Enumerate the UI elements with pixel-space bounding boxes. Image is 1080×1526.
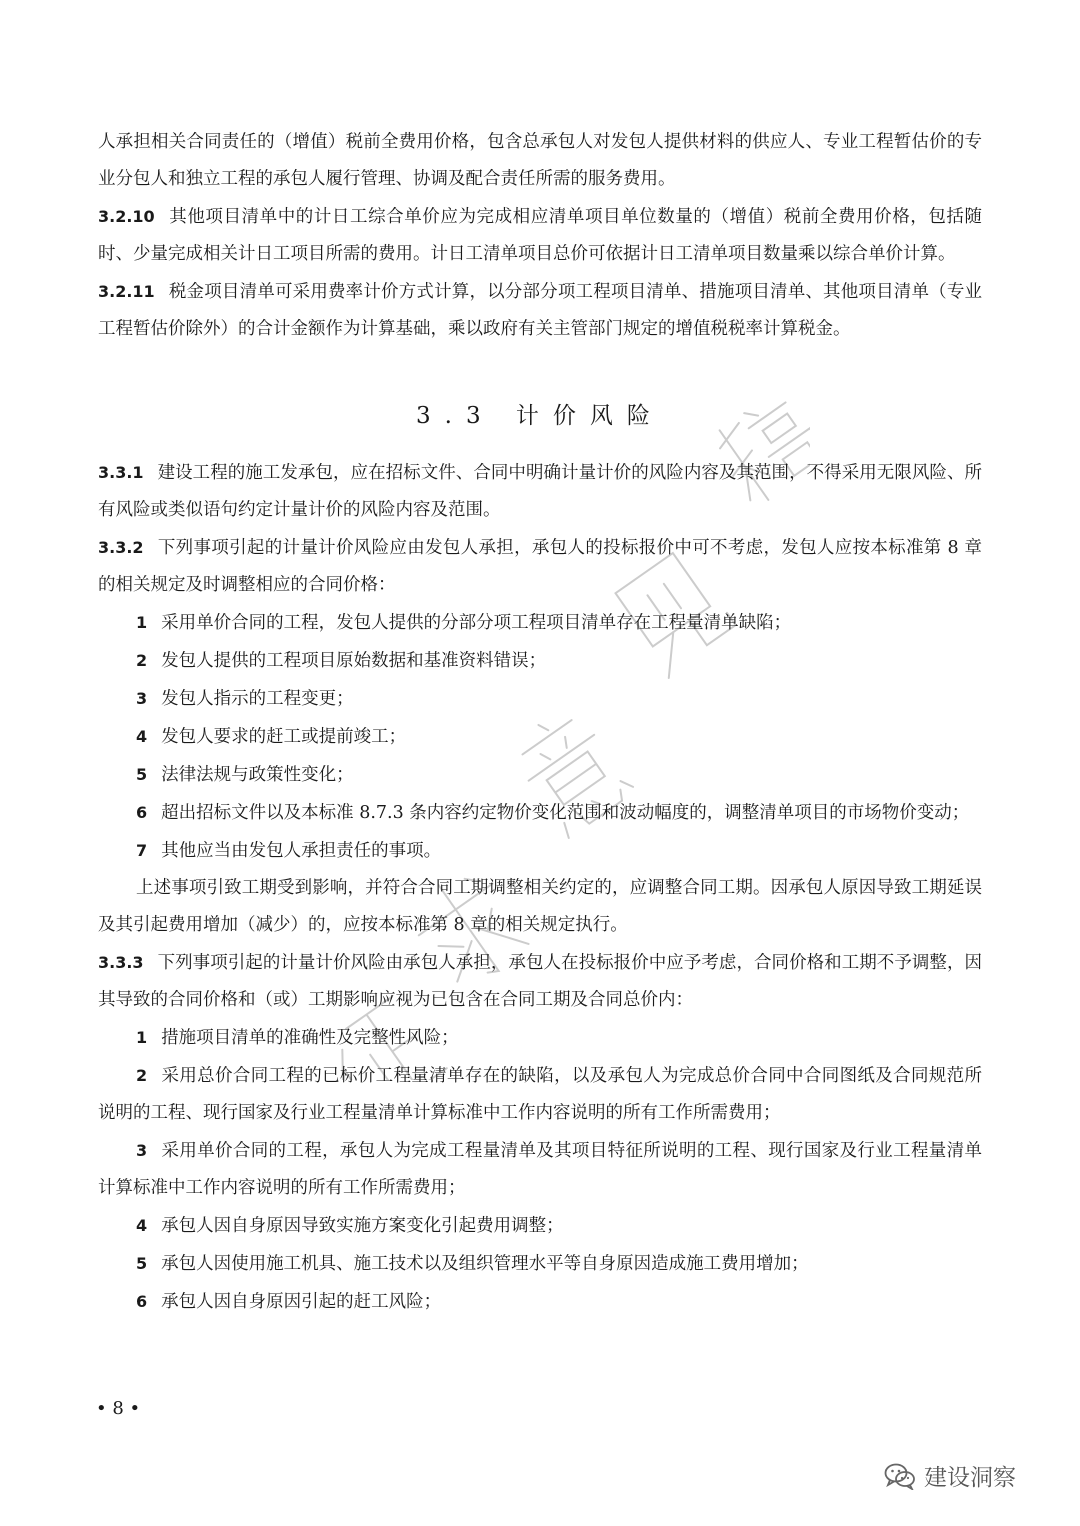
item-number: 4: [136, 727, 148, 746]
item-number: 7: [136, 841, 148, 860]
clause-text: 下列事项引起的计量计价风险由承包人承担，承包人在投标报价中应予考虑，合同价格和工期不予调整，因其导致的合同价格和（或）工期影响应视为已包含在合同工期及合同总价内：: [98, 953, 982, 1010]
list-item: [98, 718, 982, 756]
clause-3-3-1: [98, 454, 982, 529]
item-number: 5: [136, 1254, 148, 1273]
item-number: 5: [136, 765, 148, 784]
item-text: 发包人要求的赶工或提前竣工；: [161, 727, 407, 747]
list-item: [98, 1245, 982, 1283]
item-text: 采用总价合同工程的已标价工程量清单存在的缺陷，以及承包人为完成总价合同中合同图纸及合同规范所说明的工程、现行国家及行业工程量清单计算标准中工作内容说明的所有工作所需费用；: [98, 1066, 982, 1123]
list-item: [98, 756, 982, 794]
wechat-icon: [884, 1462, 916, 1490]
list-item: [98, 604, 982, 642]
item-text: 承包人因使用施工机具、施工技术以及组织管理水平等自身原因造成施工费用增加；: [161, 1254, 809, 1274]
clause-text: 税金项目清单可采用费率计价方式计算，以分部分项工程项目清单、措施项目清单、其他项目清单（专业工程暂估价除外）的合计金额作为计算基础，乘以政府有关主管部门规定的增值税税率计算税金。: [98, 282, 982, 339]
list-item: [98, 1019, 982, 1057]
clause-3-2-11: [98, 273, 982, 348]
item-number: 1: [136, 613, 148, 632]
paragraph-continued: 人承担相关合同责任的（增值）税前全费用价格，包含总承包人对发包人提供材料的供应人、专业工程暂估价的专业分包人和独立工程的承包人履行管理、协调及配合责任所需的服务费用。: [98, 132, 982, 189]
list-item: [98, 1207, 982, 1245]
item-number: 2: [136, 1066, 148, 1085]
item-number: 1: [136, 1028, 148, 1047]
item-text: 措施项目清单的准确性及完整性风险；: [161, 1028, 459, 1048]
item-text: 采用单价合同的工程，发包人提供的分部分项工程项目清单存在工程量清单缺陷；: [161, 613, 792, 633]
clause-text: 下列事项引起的计量计价风险应由发包人承担，承包人的投标报价中可不考虑，发包人应按本标准第 8 章的相关规定及时调整相应的合同价格：: [98, 538, 982, 595]
item-number: 3: [136, 689, 148, 708]
item-number: 6: [136, 803, 148, 822]
item-text: 采用单价合同的工程，承包人为完成工程量清单及其项目特征所说明的工程、现行国家及行业工程量清单计算标准中工作内容说明的所有工作所需费用；: [98, 1141, 982, 1198]
list-item: [98, 794, 982, 832]
section-title: 3.3 计价风险: [416, 403, 664, 429]
list-item: [98, 1132, 982, 1207]
item-number: 4: [136, 1216, 148, 1235]
page-number: • 8 •: [96, 1398, 141, 1419]
item-number: 2: [136, 651, 148, 670]
item-text: 发包人提供的工程项目原始数据和基准资料错误；: [161, 651, 547, 671]
list-item: [98, 832, 982, 870]
item-text: 承包人因自身原因导致实施方案变化引起费用调整；: [161, 1216, 564, 1236]
brand-watermark: [884, 1459, 1016, 1492]
item-text: 超出招标文件以及本标准 8.7.3 条内容约定物价变化范围和波动幅度的，调整清单项目的市场物价变动；: [161, 803, 970, 823]
item-text: 法律法规与政策性变化；: [161, 765, 354, 785]
item-number: 3: [136, 1141, 148, 1160]
list-item: [98, 642, 982, 680]
brand-name: 建设洞察: [924, 1465, 1016, 1491]
clause-number: 3.2.10: [98, 207, 155, 226]
document-body: [98, 124, 982, 1321]
item-text: 承包人因自身原因引起的赶工风险；: [161, 1292, 442, 1312]
clause-3-3-2: [98, 529, 982, 604]
list-item: [98, 680, 982, 718]
clause-number: 3.3.1: [98, 463, 144, 482]
clause-number: 3.3.3: [98, 953, 144, 972]
clause-number: 3.3.2: [98, 538, 144, 557]
clause-3-2-10: [98, 198, 982, 273]
item-text: 其他应当由发包人承担责任的事项。: [161, 841, 442, 861]
clause-text: 建设工程的施工发承包，应在招标文件、合同中明确计量计价的风险内容及其范围，不得采用无限风险、所有风险或类似语句约定计量计价的风险内容及范围。: [98, 463, 982, 520]
clause-text: 其他项目清单中的计日工综合单价应为完成相应清单项目单位数量的（增值）税前全费用价格，包括随时、少量完成相关计日工项目所需的费用。计日工清单项目总价可依据计日工清单项目数量乘以综合单价计算。: [98, 207, 982, 264]
clause-note: 上述事项引致工期受到影响，并符合合同工期调整相关约定的，应调整合同工期。因承包人原因导致工期延误及其引起费用增加（减少）的，应按本标准第 8 章的相关规定执行。: [98, 878, 982, 935]
clause-number: 3.2.11: [98, 282, 155, 301]
item-text: 发包人指示的工程变更；: [161, 689, 354, 709]
clause-3-3-3: [98, 944, 982, 1019]
list-item: [98, 1283, 982, 1321]
list-item: [98, 1057, 982, 1132]
item-number: 6: [136, 1292, 148, 1311]
